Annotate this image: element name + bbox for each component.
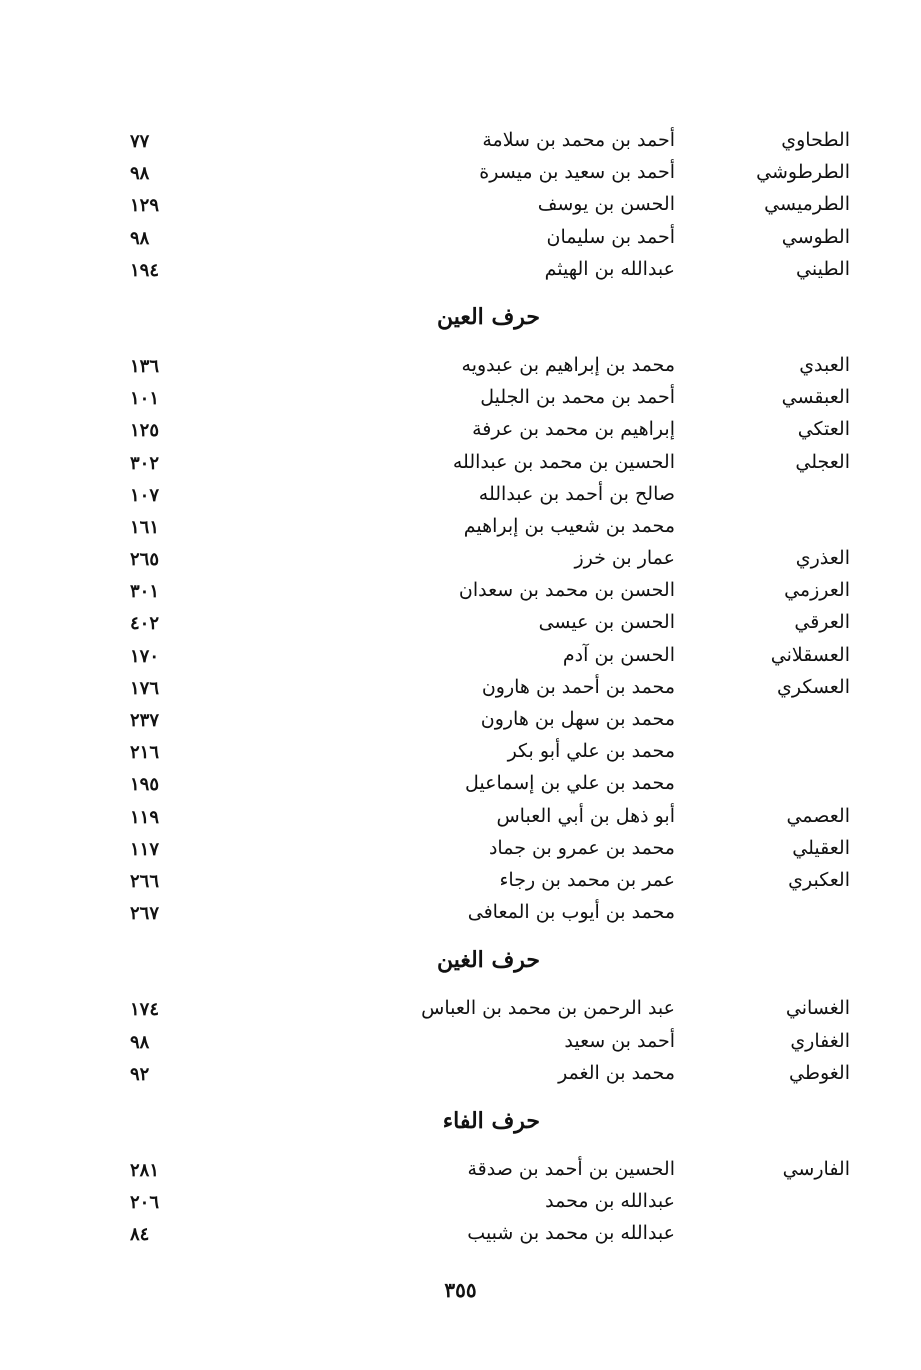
entry-page-number: ١٧٦ — [130, 677, 160, 699]
index-entry — [110, 416, 860, 448]
entry-name: الحسن بن آدم — [562, 643, 675, 666]
section-heading — [110, 1092, 860, 1156]
entry-name: محمد بن شعيب بن إبراهيم — [463, 514, 675, 537]
entry-nisba: العبقسي — [781, 386, 850, 409]
entry-nisba: العرزمي — [784, 579, 850, 602]
entry-page-number: ١٧٠ — [130, 645, 160, 667]
entry-page-number: ١٦١ — [130, 516, 160, 538]
index-entry — [110, 899, 860, 931]
index-entry — [110, 1188, 860, 1220]
index-entry — [110, 513, 860, 545]
index-entry — [110, 352, 860, 384]
entry-name: عبدالله بن محمد — [545, 1190, 675, 1213]
entry-page-number: ٩٨ — [130, 163, 150, 185]
index-entry — [110, 642, 860, 674]
index-entry — [110, 835, 860, 867]
entry-page-number: ٢٦٥ — [130, 549, 160, 571]
index-entry — [110, 384, 860, 416]
section-heading — [110, 288, 860, 352]
entry-page-number: ٢٨١ — [130, 1159, 160, 1181]
entry-name: الحسن بن يوسف — [537, 193, 675, 216]
section-heading — [110, 931, 860, 995]
entry-nisba: الغفاري — [790, 1029, 850, 1052]
entry-nisba: العصمي — [786, 804, 850, 827]
section-heading-text: حرف العين — [436, 303, 540, 330]
entry-page-number: ٢٠٦ — [130, 1192, 160, 1214]
index-entry — [110, 191, 860, 223]
entry-name: الحسن بن محمد بن سعدان — [458, 579, 675, 602]
index-entry — [110, 1028, 860, 1060]
entry-page-number: ١٩٥ — [130, 774, 160, 796]
index-entry — [110, 706, 860, 738]
entry-nisba: العجلي — [795, 450, 850, 473]
entry-page-number: ٨٤ — [130, 1224, 150, 1246]
index-entry — [110, 481, 860, 513]
page-number: ٣٥٥ — [444, 1278, 477, 1302]
entry-page-number: ٢٦٧ — [130, 903, 160, 925]
entry-name: محمد بن الغمر — [558, 1061, 675, 1084]
entry-nisba: العبدي — [799, 353, 850, 376]
entry-nisba: الطيني — [796, 257, 850, 280]
entry-page-number: ٣٠٢ — [130, 452, 160, 474]
entry-name: أحمد بن محمد بن سلامة — [482, 129, 675, 151]
index-entry — [110, 609, 860, 641]
entry-nisba: الغساني — [785, 997, 850, 1020]
entry-page-number: ١٣٦ — [130, 355, 160, 377]
index-entry — [110, 738, 860, 770]
index-entry — [110, 159, 860, 191]
entry-page-number: ٩٨ — [130, 1031, 150, 1053]
entry-name: محمد بن علي بن إسماعيل — [465, 772, 675, 795]
entry-nisba: الطحاوي — [781, 129, 850, 151]
index-entry — [110, 545, 860, 577]
entry-page-number: ٢٣٧ — [130, 710, 160, 731]
entry-name: الحسين بن أحمد بن صدقة — [467, 1157, 675, 1180]
entry-name: أحمد بن محمد بن الجليل — [480, 386, 675, 409]
entry-page-number: ٩٢ — [130, 1063, 150, 1085]
entry-nisba: الفارسي — [782, 1157, 850, 1180]
index-entry — [110, 770, 860, 802]
entry-name: عمر بن محمد بن رجاء — [499, 868, 675, 891]
entry-name: أحمد بن سعيد — [564, 1029, 675, 1052]
section-heading-text: حرف الغين — [436, 947, 540, 974]
index-entry — [110, 1220, 860, 1252]
entry-page-number: ١٢٥ — [130, 420, 160, 442]
entry-nisba: الطرميسي — [764, 193, 850, 216]
entry-name: عبدالله بن محمد بن شبيب — [467, 1222, 675, 1245]
entry-page-number: ١١٩ — [130, 806, 160, 828]
section-heading-text: حرف الفاء — [442, 1107, 540, 1134]
entry-name: عمار بن خرز — [574, 547, 675, 570]
index-entry — [110, 803, 860, 835]
entry-name: محمد بن أحمد بن هارون — [481, 675, 675, 698]
index-entry — [110, 449, 860, 481]
entry-page-number: ٩٨ — [130, 227, 150, 249]
index-entry — [110, 995, 860, 1027]
entry-name: الحسن بن عيسى — [538, 611, 675, 634]
entry-nisba: العذري — [795, 547, 850, 570]
index-entry — [110, 1060, 860, 1092]
entry-page-number: ١٠١ — [130, 388, 160, 410]
index-entry — [110, 577, 860, 609]
entry-page-number: ١٩٤ — [130, 259, 160, 281]
index-entry — [110, 867, 860, 899]
entry-name: الحسين بن محمد بن عبدالله — [452, 450, 675, 473]
index-entry — [110, 256, 860, 288]
entry-name: أبو ذهل بن أبي العباس — [496, 804, 675, 827]
entry-name: محمد بن علي أبو بكر — [507, 740, 675, 763]
entry-page-number: ١١٧ — [130, 838, 160, 860]
entry-nisba: العسكري — [776, 675, 850, 698]
entry-nisba: العكبري — [788, 868, 850, 891]
entry-nisba: العقيلي — [792, 836, 850, 859]
entry-name: أحمد بن سليمان — [546, 225, 675, 248]
index-entry — [110, 127, 860, 159]
entry-page-number: ١٠٧ — [130, 484, 160, 506]
entry-page-number: ١٧٤ — [130, 999, 160, 1021]
entry-page-number: ٣٠١ — [130, 581, 160, 603]
entry-page-number: ٢١٦ — [130, 742, 160, 764]
entry-name: محمد بن سهل بن هارون — [480, 708, 675, 730]
entry-name: محمد بن أيوب بن المعافى — [467, 901, 675, 924]
index-entry — [110, 1156, 860, 1188]
entry-name: إبراهيم بن محمد بن عرفة — [472, 418, 675, 441]
entry-name: محمد بن عمرو بن جماد — [488, 836, 675, 859]
entry-nisba: العسقلاني — [770, 643, 850, 666]
entry-nisba: الطوسي — [781, 225, 850, 248]
entry-name: محمد بن إبراهيم بن عبدويه — [461, 353, 675, 376]
entry-page-number: ٧٧ — [130, 131, 150, 152]
entry-name: صالح بن أحمد بن عبدالله — [478, 482, 675, 505]
entry-page-number: ٤٠٢ — [130, 613, 160, 635]
entry-name: أحمد بن سعيد بن ميسرة — [479, 161, 675, 184]
entry-page-number: ١٢٩ — [130, 195, 160, 217]
entry-page-number: ٢٦٦ — [130, 870, 160, 892]
entry-nisba: العرقي — [794, 611, 850, 634]
entry-name: عبدالله بن الهيثم — [544, 257, 675, 280]
index-list — [110, 127, 860, 1252]
index-entry — [110, 224, 860, 256]
entry-nisba: الغوطي — [788, 1061, 850, 1084]
entry-name: عبد الرحمن بن محمد بن العباس — [421, 997, 675, 1020]
entry-nisba: العتكي — [797, 418, 850, 441]
index-entry — [110, 674, 860, 706]
entry-nisba: الطرطوشي — [756, 161, 850, 184]
